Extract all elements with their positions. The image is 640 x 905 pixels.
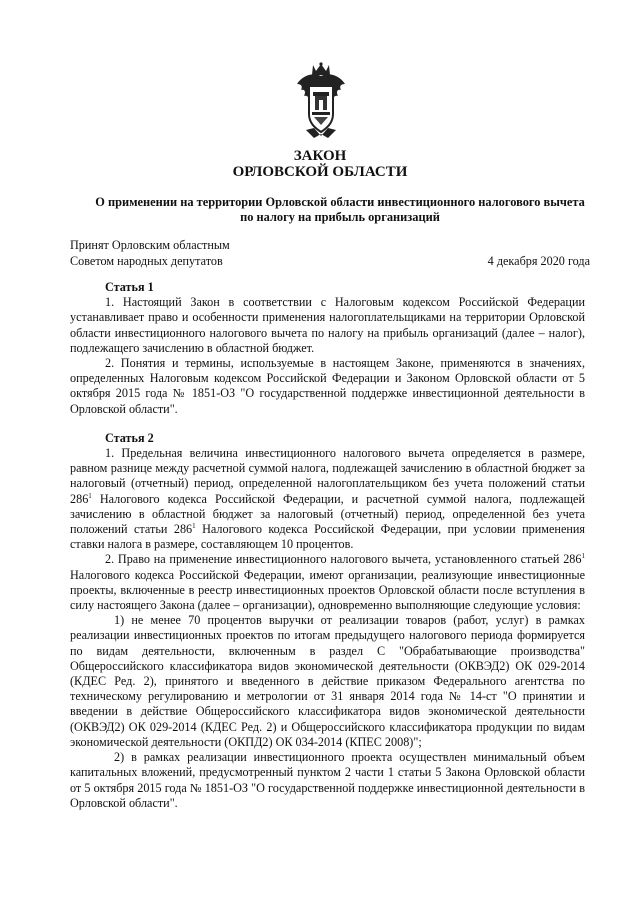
adopted-by-council: Советом народных депутатов — [70, 253, 223, 268]
document-body — [70, 280, 585, 811]
adoption-date: 4 декабря 2020 года — [487, 253, 590, 268]
law-title: ЗАКОН — [293, 148, 347, 164]
article-1-paragraph-2: 2. Понятия и термины, используемые в настоящем Законе, применяются в значениях, определенных Налоговым кодексом Российской Федерации и Законом Орловской области от 5 октября 2015 года № 1851-ОЗ "О государственной поддержке инвестиционной деятельности в Орловской области". — [70, 356, 585, 416]
subtitle-line: О применении на территории Орловской области инвестиционного налогового вычета — [95, 195, 585, 209]
region-title: ОРЛОВСКОЙ ОБЛАСТИ — [232, 164, 408, 180]
article-1-paragraph-1: 1. Настоящий Закон в соответствии с Налоговым кодексом Российской Федерации устанавливает право и особенности применения налогоплательщиками на территории Орловской области инвестиционного налогового вычета по налогу на прибыль организаций (далее – налог), подлежащего зачислению в областной бюджет. — [70, 295, 585, 355]
article-1-title: Статья 1 — [105, 280, 154, 294]
condition-2: 2) в рамках реализации инвестиционного проекта осуществлен минимальный объем капитальных вложений, предусмотренный пунктом 2 части 1 статьи 5 Закона Орловской области от 5 октября 2015 года № 1851-ОЗ "О государственной поддержке инвестиционной деятельности в Орловской области". — [70, 750, 585, 810]
condition-1: 1) не менее 70 процентов выручки от реализации товаров (работ, услуг) в рамках реализации инвестиционных проектов по итогам предыдущего налогового периода формируется по видам деятельности, включенным в раздел C "Обрабатывающие производства" Общероссийского классификатора видов экономической деятельности (ОКВЭД2) ОК 029-2014 (КДЕС Ред. 2), принятого и введенного в действие приказом Федерального агентства по техническому регулированию и метрологии от 31 января 2014 года № 14-ст "О принятии и введении в действие Общероссийского классификатора видов экономической деятельности (ОКВЭД2) ОК 029-2014 (КДЕС Ред. 2) и Общероссийского классификатора продукции по видам экономической деятельности (ОКПД2) ОК 034-2014 (КПЕС 2008)"; — [70, 613, 585, 749]
law-subtitle — [80, 195, 600, 225]
coat-of-arms-icon — [294, 62, 348, 140]
article-2-paragraph-2 — [70, 552, 585, 613]
superscript: 1 — [88, 491, 92, 500]
text-run: Налогового кодекса Российской Федерации, и расчетной суммой налога, подлежащей зачислению в областной бюджет за налоговый (отчетный) период, определенной без учета положений статьи 286 — [70, 491, 585, 537]
text-run: 1. Предельная величина инвестиционного налогового вычета определяется в размере, равном разнице между расчетной суммой налога, подлежащей зачислению в областной бюджет за налоговый (отчетный) период, определенной налогоплательщиком без учета положений статьи 286 — [70, 446, 585, 506]
adoption-block — [70, 238, 590, 269]
article-2-paragraph-1 — [70, 446, 585, 552]
subtitle-line: по налогу на прибыль организаций — [240, 210, 440, 224]
superscript: 1 — [192, 521, 196, 530]
superscript: 1 — [581, 552, 585, 561]
text-run: 2. Право на применение инвестиционного налогового вычета, установленного статьей 286 — [105, 552, 582, 567]
text-run: Налогового кодекса Российской Федерации, имеют организации, реализующие инвестиционные проекты, включенные в реестр инвестиционных проектов Орловской области после вступления в силу настоящего Закона (далее – организации), одновременно выполняющие следующие условия: — [70, 567, 585, 613]
text-run: Налогового кодекса Российской Федерации, при условии применения ставки налога в размере, составляющем 10 процентов. — [70, 522, 585, 552]
adopted-by-line: Принят Орловским областным — [70, 238, 230, 252]
article-2-title: Статья 2 — [105, 430, 154, 445]
